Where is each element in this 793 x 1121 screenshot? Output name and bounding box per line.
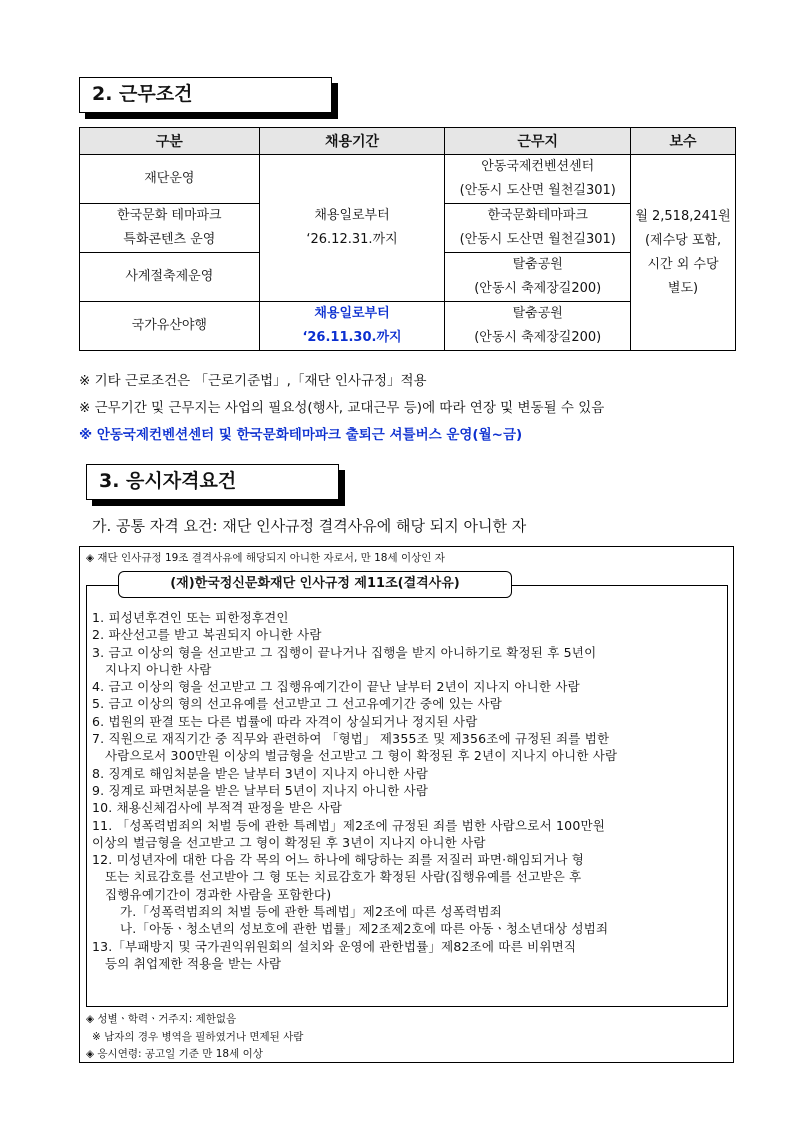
footer-age-note: ◈ 응시연령: 공고일 기준 만 18세 이상 — [86, 1048, 263, 1060]
footer-gender-note: ◈ 성별ㆍ학력ㆍ거주지: 제한없음 — [86, 1013, 237, 1025]
regulation-tag: (재)한국정신문화재단 인사규정 제11조(결격사유) — [118, 571, 512, 598]
category-text: 재단운영 — [144, 171, 195, 186]
list-item: 가.「성폭력범죄의 처벌 등에 관한 특례법」제2조에 따른 성폭력범죄 — [120, 904, 502, 920]
header-pay: 보수 — [631, 128, 736, 155]
workplace-address: (안동시 축제장길200) — [474, 330, 602, 345]
list-item: 사람으로서 300만원 이상의 벌금형을 선고받고 그 형이 확정된 후 2년이 지나지 아니한 사람 — [105, 748, 618, 764]
category-text: 국가유산야행 — [131, 318, 207, 333]
list-item: 12. 미성년자에 대한 다음 각 목의 어느 하나에 해당하는 죄를 저질러 파면·해임되거나 형 — [92, 852, 585, 868]
category-text: 한국문화 테마파크 — [117, 208, 222, 223]
box-top-note: ◈ 재단 인사규정 19조 결격사유에 해당되지 아니한 자로서, 만 18세 이상인 자 — [86, 552, 445, 564]
category-cell — [80, 302, 260, 351]
workplace-address: (안동시 도산면 월천길301) — [459, 183, 616, 198]
period-line: ‘26.11.30.까지 — [302, 330, 402, 345]
workplace-cell — [445, 155, 631, 204]
list-item: 집행유예기간이 경과한 사람을 포함한다) — [105, 886, 332, 902]
qualification-box — [79, 546, 734, 1063]
workplace-name: 탈춤공원 — [512, 257, 563, 272]
table-row — [80, 155, 736, 204]
list-item: 이상의 벌금형을 선고받고 그 형이 확정된 후 3년이 지나지 아니한 사람 — [92, 834, 486, 850]
list-item: 4. 금고 이상의 형을 선고받고 그 집행유예기간이 끝난 날부터 2년이 지나지 아니한 사람 — [92, 679, 580, 695]
section-2-title-text: 2. 근무조건 — [79, 77, 332, 113]
header-workplace: 근무지 — [445, 128, 631, 155]
section-2-title — [79, 77, 332, 113]
pay-line: (제수당 포함, — [644, 232, 722, 248]
pay-line: 별도) — [667, 280, 699, 296]
workplace-name: 탈춤공원 — [512, 306, 563, 321]
category-text: 사계절축제운영 — [125, 269, 214, 284]
workplace-name: 한국문화테마파크 — [487, 208, 588, 223]
table-header-row — [80, 128, 736, 155]
pay-cell — [631, 155, 736, 351]
list-item: 6. 법원의 판결 또는 다른 법률에 따라 자격이 상실되거나 정지된 사람 — [92, 713, 478, 729]
work-conditions-table — [79, 127, 736, 351]
disqualification-list — [92, 609, 720, 972]
list-item: 11. 「성폭력범죄의 처벌 등에 관한 특례법」제2조에 규정된 죄를 범한 사람으로서 100만원 — [92, 817, 606, 833]
note-labor-law: ※ 기타 근로조건은 「근로기준법」,「재단 인사규정」적용 — [79, 373, 427, 389]
period-cell — [259, 155, 445, 302]
period-line: 채용일로부터 — [314, 306, 390, 321]
period-cell-special — [259, 302, 445, 351]
footer-military-note: ※ 남자의 경우 병역을 필하였거나 면제된 사람 — [92, 1031, 304, 1043]
note-period-change: ※ 근무기간 및 근무지는 사업의 필요성(행사, 교대근무 등)에 따라 연장 및 변동될 수 있음 — [79, 400, 605, 416]
workplace-cell — [445, 253, 631, 302]
list-item: 10. 채용신체검사에 부적격 판정을 받은 사람 — [92, 800, 343, 816]
list-item: 13.「부패방지 및 국가권익위원회의 설치와 운영에 관한법률」제82조에 따른 비위면직 — [92, 938, 577, 954]
workplace-name: 안동국제컨벤션센터 — [481, 159, 595, 174]
list-item: 또는 치료감호를 선고받아 그 형 또는 치료감호가 확정된 사람(집행유예를 선고받은 후 — [105, 869, 582, 885]
category-text: 특화콘텐츠 운영 — [123, 232, 216, 247]
period-line: ‘26.12.31.까지 — [306, 232, 398, 247]
workplace-address: (안동시 축제장길200) — [474, 281, 602, 296]
note-shuttle-bus: ※ 안동국제컨벤션센터 및 한국문화테마파크 출퇴근 셔틀버스 운영(월~금) — [79, 427, 523, 443]
pay-line: 월 2,518,241원 — [635, 208, 731, 224]
list-item: 나.「아동ㆍ청소년의 성보호에 관한 법률」제2조제2호에 따른 아동ㆍ청소년대상 성범죄 — [120, 921, 609, 937]
workplace-cell — [445, 302, 631, 351]
category-cell — [80, 204, 260, 253]
section-3-title-text: 3. 응시자격요건 — [86, 464, 339, 500]
category-cell — [80, 253, 260, 302]
list-item: 5. 금고 이상의 형의 선고유예를 선고받고 그 선고유예기간 중에 있는 사람 — [92, 696, 503, 712]
common-qualification-heading: 가. 공통 자격 요건: 재단 인사규정 결격사유에 해당 되지 아니한 자 — [92, 517, 527, 535]
section-3-title — [86, 464, 339, 500]
workplace-address: (안동시 도산면 월천길301) — [459, 232, 616, 247]
period-line: 채용일로부터 — [314, 208, 390, 223]
category-cell — [80, 155, 260, 204]
list-item: 2. 파산선고를 받고 복권되지 아니한 사람 — [92, 627, 322, 643]
header-category: 구분 — [80, 128, 260, 155]
list-item: 8. 징계로 해임처분을 받은 날부터 3년이 지나지 아니한 사람 — [92, 765, 429, 781]
list-item: 등의 취업제한 적용을 받는 사람 — [105, 955, 282, 971]
list-item: 9. 징계로 파면처분을 받은 날부터 5년이 지나지 아니한 사람 — [92, 782, 429, 798]
list-item: 지나지 아니한 사람 — [105, 661, 212, 677]
list-item: 7. 직원으로 재직기간 중 직무와 관련하여 「형법」 제355조 및 제356조에 규정된 죄를 범한 — [92, 731, 610, 747]
list-item: 3. 금고 이상의 형을 선고받고 그 집행이 끝나거나 집행을 받지 아니하기로 확정된 후 5년이 — [92, 644, 597, 660]
workplace-cell — [445, 204, 631, 253]
pay-line: 시간 외 수당 — [647, 256, 719, 272]
header-period: 채용기간 — [259, 128, 445, 155]
list-item: 1. 피성년후견인 또는 피한정후견인 — [92, 610, 289, 625]
